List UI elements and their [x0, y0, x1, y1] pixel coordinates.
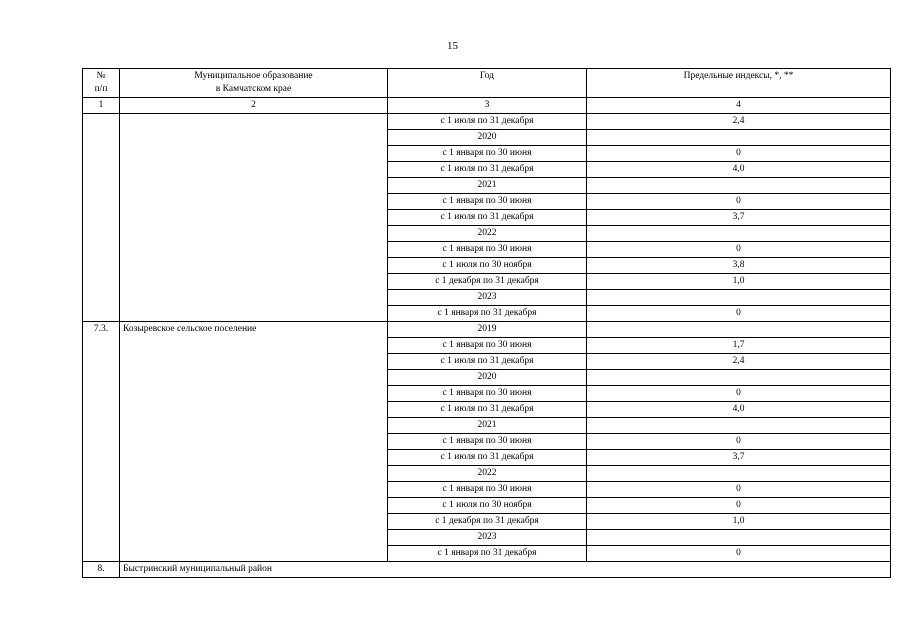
index-value-cell: 0: [587, 498, 891, 514]
index-value-cell: 0: [587, 482, 891, 498]
index-value-cell: 0: [587, 386, 891, 402]
index-value-cell: 2,4: [587, 354, 891, 370]
column-number-row: [83, 98, 891, 114]
period-cell: с 1 января по 31 декабря: [388, 546, 587, 562]
header-number: [83, 69, 120, 98]
period-cell: 2022: [388, 466, 587, 482]
header-indices: Предельные индексы, *, **: [587, 69, 891, 98]
period-cell: 2021: [388, 178, 587, 194]
table-row: [83, 322, 891, 338]
index-value-cell: [587, 130, 891, 146]
index-value-cell: [587, 290, 891, 306]
index-value-cell: [587, 466, 891, 482]
index-value-cell: 0: [587, 146, 891, 162]
period-cell: с 1 января по 30 июня: [388, 386, 587, 402]
period-cell: с 1 июля по 30 ноября: [388, 498, 587, 514]
period-cell: с 1 января по 31 декабря: [388, 306, 587, 322]
period-cell: 2019: [388, 322, 587, 338]
index-value-cell: [587, 530, 891, 546]
index-value-cell: 3,7: [587, 450, 891, 466]
column-number-4: 4: [587, 98, 891, 114]
table-row: [83, 562, 891, 578]
index-value-cell: [587, 370, 891, 386]
column-number-3: 3: [388, 98, 587, 114]
period-cell: с 1 июля по 31 декабря: [388, 402, 587, 418]
table-header-row: [83, 69, 891, 98]
header-municipality-line1: Муниципальное образование: [194, 71, 313, 81]
index-value-cell: 4,0: [587, 402, 891, 418]
index-value-cell: 1,0: [587, 514, 891, 530]
header-municipality: [120, 69, 388, 98]
period-cell: с 1 декабря по 31 декабря: [388, 274, 587, 290]
header-municipality-line2: в Камчатском крае: [215, 84, 292, 94]
district-name: Быстринский муниципальный район: [120, 562, 891, 578]
index-value-cell: [587, 178, 891, 194]
index-value-cell: 3,8: [587, 258, 891, 274]
continued-number-cell: [83, 114, 120, 322]
period-cell: с 1 июля по 31 декабря: [388, 450, 587, 466]
continued-municipality-cell: [120, 114, 388, 322]
index-value-cell: 0: [587, 306, 891, 322]
period-cell: с 1 января по 30 июня: [388, 242, 587, 258]
period-cell: 2020: [388, 130, 587, 146]
tariff-index-table: [82, 68, 891, 578]
index-value-cell: [587, 418, 891, 434]
header-number-line2: п/п: [94, 84, 108, 94]
period-cell: с 1 декабря по 31 декабря: [388, 514, 587, 530]
index-value-cell: 0: [587, 194, 891, 210]
period-cell: 2022: [388, 226, 587, 242]
period-cell: с 1 июля по 31 декабря: [388, 162, 587, 178]
district-number: 8.: [83, 562, 120, 578]
period-cell: с 1 июля по 31 декабря: [388, 114, 587, 130]
period-cell: 2020: [388, 370, 587, 386]
header-number-line1: №: [96, 71, 106, 81]
period-cell: 2023: [388, 530, 587, 546]
index-value-cell: 3,7: [587, 210, 891, 226]
table-row: [83, 114, 891, 130]
index-value-cell: 1,7: [587, 338, 891, 354]
column-number-2: 2: [120, 98, 388, 114]
period-cell: 2023: [388, 290, 587, 306]
period-cell: с 1 июля по 31 декабря: [388, 210, 587, 226]
municipality-name: Козыревское сельское поселение: [120, 322, 388, 562]
period-cell: с 1 января по 30 июня: [388, 434, 587, 450]
period-cell: с 1 января по 30 июня: [388, 338, 587, 354]
index-value-cell: 0: [587, 434, 891, 450]
period-cell: с 1 июля по 31 декабря: [388, 354, 587, 370]
index-value-cell: 0: [587, 242, 891, 258]
index-value-cell: 2,4: [587, 114, 891, 130]
column-number-1: 1: [83, 98, 120, 114]
page-number: 15: [447, 40, 458, 52]
municipality-number: 7.3.: [83, 322, 120, 562]
period-cell: с 1 января по 30 июня: [388, 482, 587, 498]
index-value-cell: 0: [587, 546, 891, 562]
period-cell: с 1 июля по 30 ноября: [388, 258, 587, 274]
period-cell: 2021: [388, 418, 587, 434]
header-year: Год: [388, 69, 587, 98]
index-value-cell: [587, 322, 891, 338]
period-cell: с 1 января по 30 июня: [388, 146, 587, 162]
index-value-cell: [587, 226, 891, 242]
index-value-cell: 4,0: [587, 162, 891, 178]
index-value-cell: 1,0: [587, 274, 891, 290]
period-cell: с 1 января по 30 июня: [388, 194, 587, 210]
